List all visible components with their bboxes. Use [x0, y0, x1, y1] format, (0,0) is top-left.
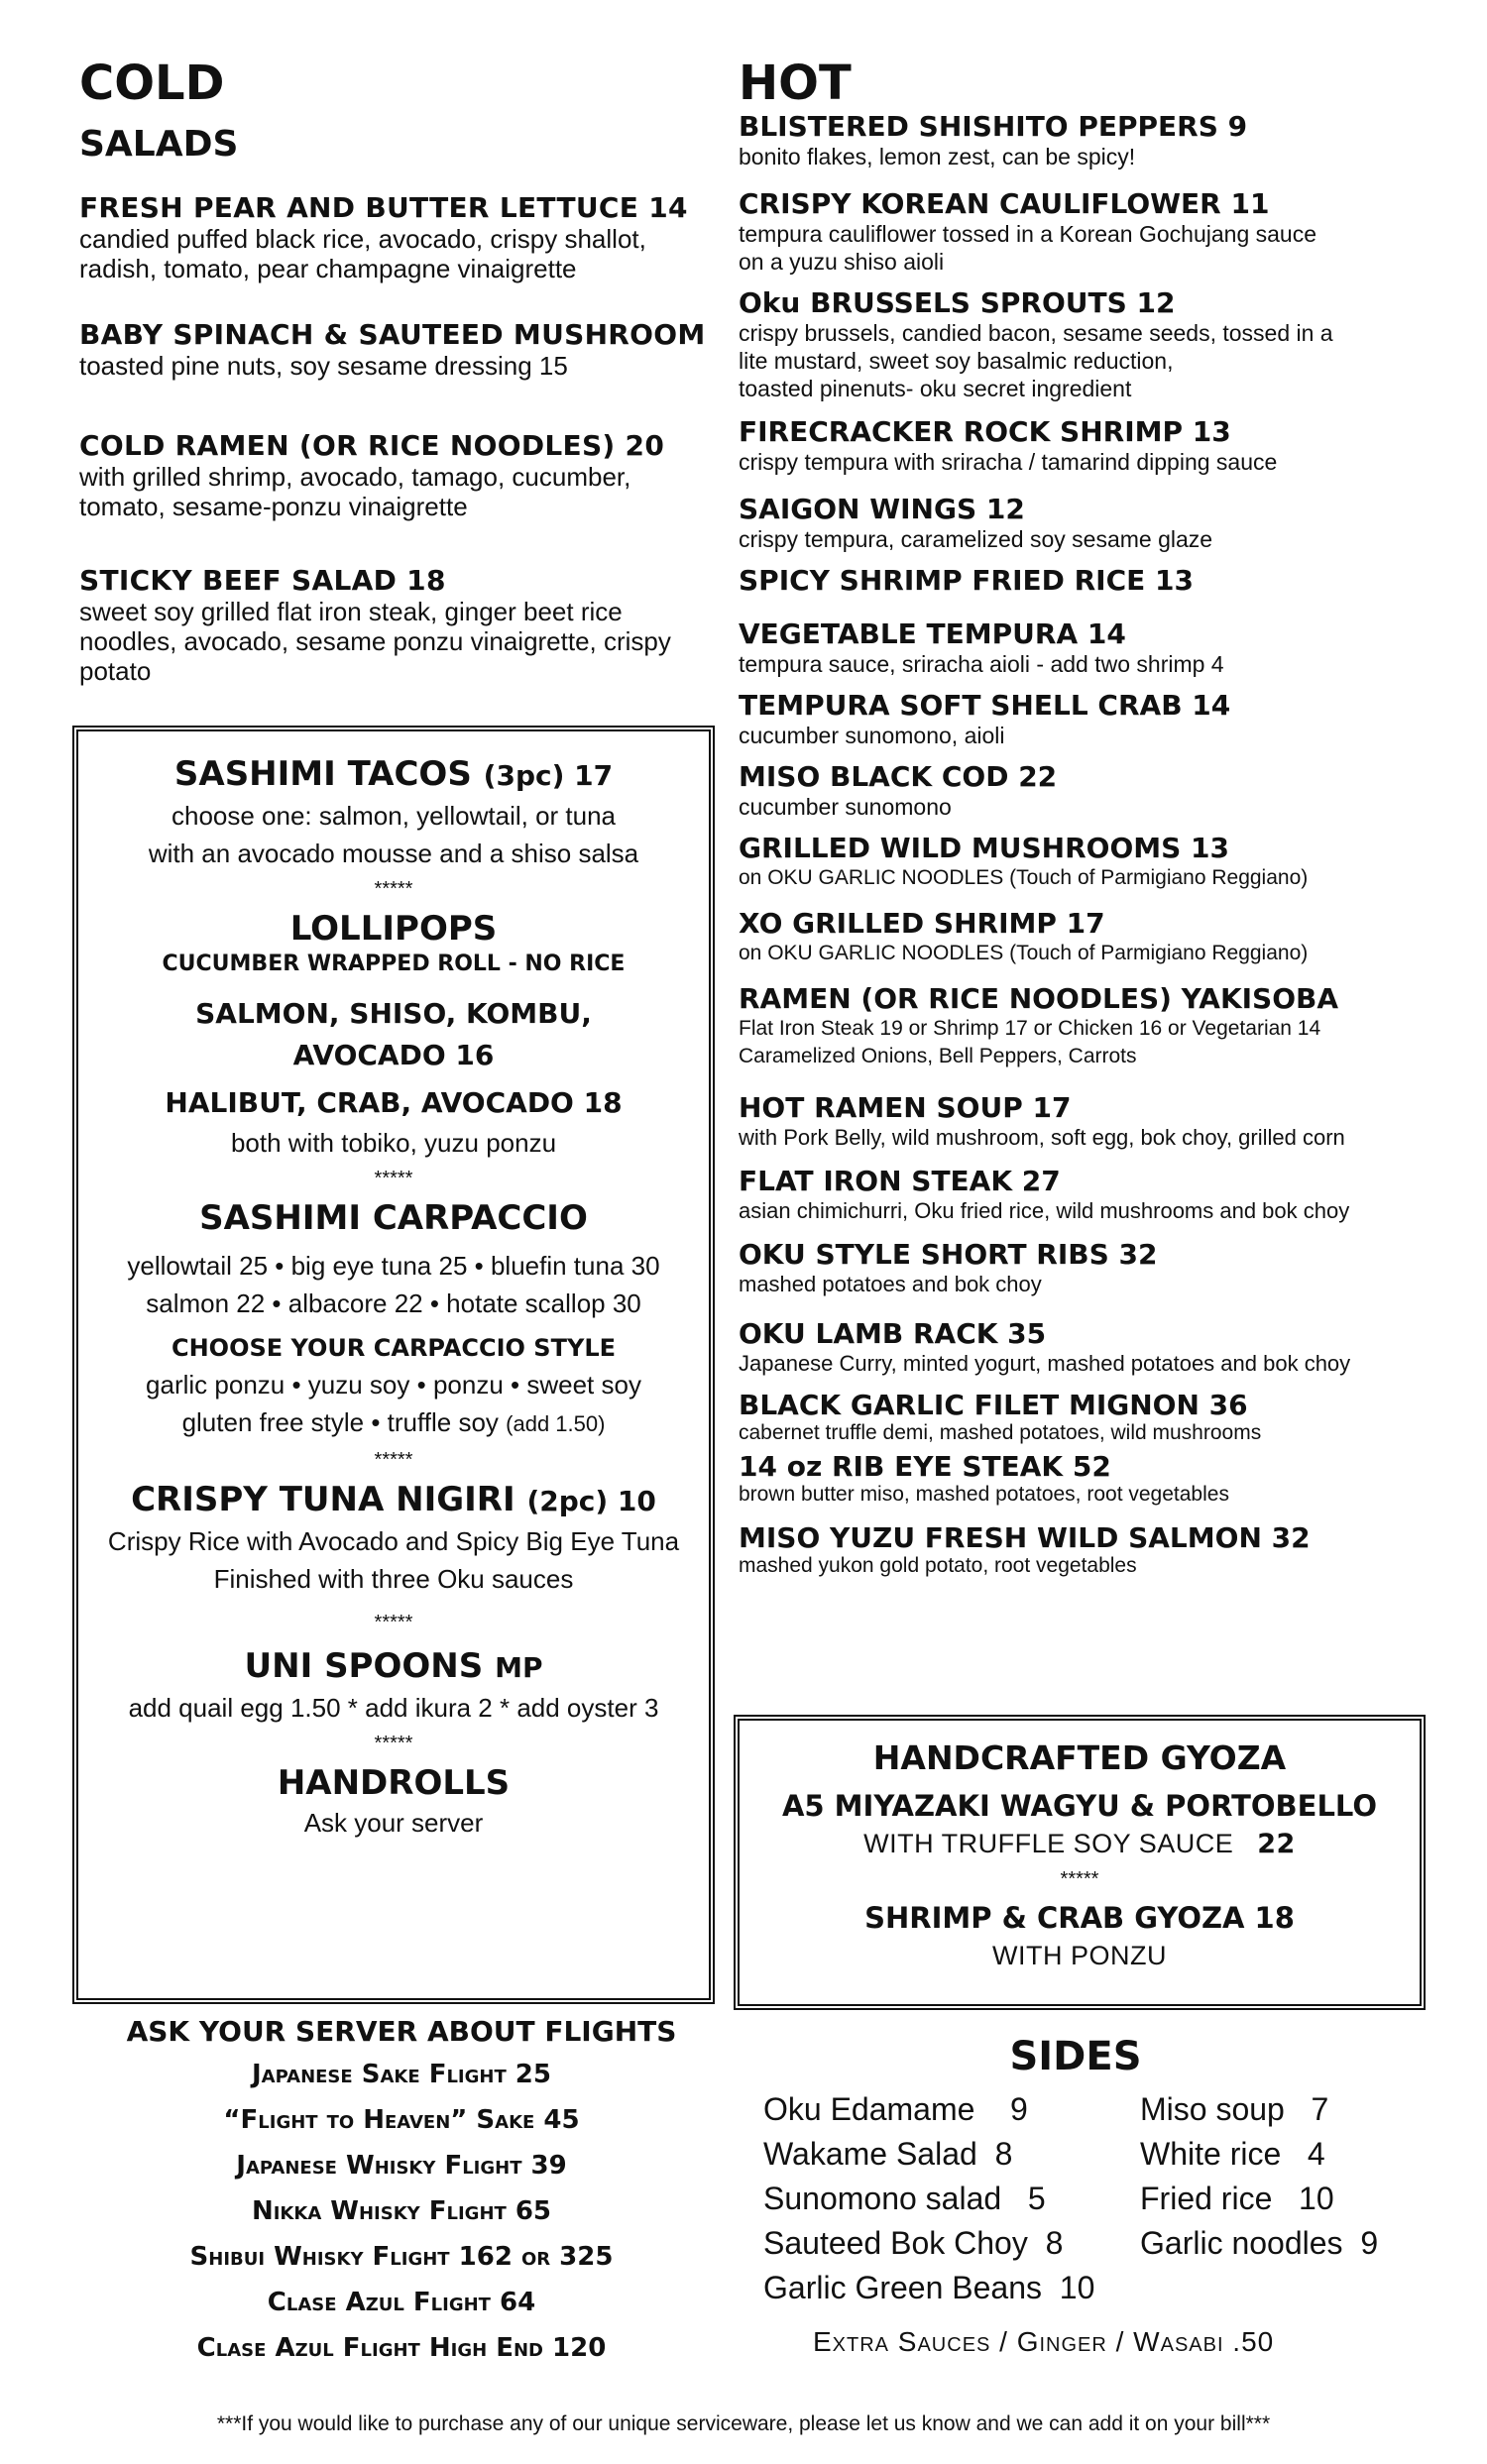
hot-item-desc: toasted pinenuts- oku secret ingredient	[739, 376, 1132, 401]
handrolls-title: HANDROLLS	[277, 1763, 511, 1803]
nigiri-title	[88, 1479, 699, 1522]
hot-item-desc: asian chimichurri, Oku fried rice, wild mushrooms and bok choy	[739, 1198, 1350, 1223]
carpaccio-style-title: CHOOSE YOUR CARPACCIO STYLE	[171, 1334, 617, 1362]
hot-item-desc: cucumber sunomono	[739, 794, 952, 820]
salad-item	[79, 565, 724, 686]
hot-item-desc: cucumber sunomono, aioli	[739, 723, 1005, 748]
salad-desc: tomato, sesame-ponzu vinaigrette	[79, 492, 468, 521]
hot-item	[739, 983, 1432, 1070]
hot-item-desc: Caramelized Onions, Bell Peppers, Carrots	[739, 1045, 1137, 1067]
uni-desc: add quail egg 1.50 * add ikura 2 * add oyster 3	[128, 1693, 659, 1723]
divider-stars: *****	[374, 1449, 413, 1471]
hot-item-title: FIRECRACKER ROCK SHRIMP 13	[739, 415, 1231, 448]
hot-item	[739, 618, 1432, 678]
hot-item-desc: cabernet truffle demi, mashed potatoes, wild mushrooms	[739, 1421, 1262, 1444]
flights-heading: ASK YOUR SERVER ABOUT FLIGHTS	[126, 2015, 677, 2048]
gyoza-item-name: A5 MIYAZAKI WAGYU & PORTOBELLO	[781, 1789, 1378, 1823]
flight-item: Nikka Whisky Flight 65	[251, 2196, 552, 2226]
nigiri-qty: (2pc) 10	[526, 1485, 656, 1517]
hot-item-desc: lite mustard, sweet soy basalmic reduction,	[739, 348, 1174, 374]
hot-item	[739, 287, 1432, 402]
flight-item: Japanese Whisky Flight 39	[236, 2151, 567, 2181]
side-item: White rice 4	[1140, 2136, 1325, 2172]
hot-item-title: MISO YUZU FRESH WILD SALMON 32	[739, 1521, 1311, 1554]
salads-heading: SALADS	[79, 124, 239, 165]
lollipop-item: AVOCADO 16	[292, 1039, 495, 1071]
footer-note: ***If you would like to purchase any of our unique serviceware, please let us know and we can add it on your bill***	[216, 2412, 1271, 2435]
carpaccio-fish: salmon 22 • albacore 22 • hotate scallop 30	[146, 1288, 641, 1318]
salad-desc: candied puffed black rice, avocado, crispy shallot,	[79, 224, 646, 254]
flight-item: Clase Azul Flight High End 120	[196, 2333, 607, 2363]
tacos-desc: choose one: salmon, yellowtail, or tuna	[171, 801, 617, 831]
salad-title: STICKY BEEF SALAD 18	[79, 564, 446, 597]
carpaccio-gf-add: (add 1.50)	[506, 1411, 606, 1436]
salad-desc: sweet soy grilled flat iron steak, ginger beet rice	[79, 597, 623, 626]
divider-stars: *****	[374, 878, 413, 900]
hot-item	[739, 1166, 1432, 1225]
gyoza-price: 22	[1257, 1829, 1296, 1859]
hot-item	[739, 565, 1432, 597]
hot-item-desc: with Pork Belly, wild mushroom, soft egg, bok choy, grilled corn	[739, 1125, 1345, 1150]
side-item: Wakame Salad 8	[763, 2136, 1013, 2172]
hot-item-desc: on OKU GARLIC NOODLES (Touch of Parmigiano Reggiano)	[739, 866, 1309, 889]
handrolls-desc: Ask your server	[303, 1808, 484, 1838]
sides-grid	[753, 2087, 1437, 2310]
hot-item-title: RAMEN (OR RICE NOODLES) YAKISOBA	[739, 982, 1339, 1015]
flight-item: Shibui Whisky Flight 162 or 325	[189, 2242, 614, 2272]
hot-item-title: FLAT IRON STEAK 27	[739, 1165, 1061, 1197]
hot-item	[739, 1239, 1432, 1298]
side-item: Oku Edamame 9	[763, 2091, 1028, 2127]
sides-column	[753, 2087, 1140, 2310]
gyoza-desc-text: WITH TRUFFLE SOY SAUCE	[863, 1829, 1234, 1858]
flights-section	[79, 2012, 724, 2371]
cold-section	[79, 56, 724, 722]
hot-item	[739, 1318, 1432, 1378]
hot-item-desc: crispy tempura with sriracha / tamarind dipping sauce	[739, 449, 1278, 475]
sides-column	[1140, 2087, 1437, 2310]
hot-item-desc: bonito flakes, lemon zest, can be spicy!	[739, 144, 1136, 169]
hot-item-title: SPICY SHRIMP FRIED RICE 13	[739, 564, 1194, 597]
salad-desc: with grilled shrimp, avocado, tamago, cucumber,	[79, 462, 631, 492]
divider-stars: *****	[1060, 1868, 1099, 1890]
salad-desc: radish, tomato, pear champagne vinaigrette	[79, 254, 577, 283]
hot-item	[739, 1451, 1432, 1507]
flight-item: “Flight to Heaven” Sake 45	[223, 2105, 580, 2135]
carpaccio-gf-label: gluten free style • truffle soy	[181, 1407, 499, 1437]
lollipop-item: SALMON, SHISO, KOMBU,	[195, 997, 592, 1030]
salad-title: BABY SPINACH & SAUTEED MUSHROOM	[79, 318, 706, 351]
hot-section	[739, 56, 1432, 1590]
hot-item-title: HOT RAMEN SOUP 17	[739, 1091, 1072, 1124]
hot-item-title: GRILLED WILD MUSHROOMS 13	[739, 832, 1230, 864]
lollipops-desc: both with tobiko, yuzu ponzu	[230, 1128, 557, 1158]
hot-item-desc: on OKU GARLIC NOODLES (Touch of Parmigiano Reggiano)	[739, 942, 1309, 964]
hot-item	[739, 761, 1432, 821]
hot-item	[739, 1522, 1432, 1578]
hot-item-title: XO GRILLED SHRIMP 17	[739, 907, 1105, 940]
nigiri-desc: Finished with three Oku sauces	[213, 1564, 574, 1594]
sides-section	[753, 2032, 1437, 2362]
hot-item-title: 14 oz RIB EYE STEAK 52	[739, 1450, 1111, 1483]
carpaccio-fish: yellowtail 25 • big eye tuna 25 • bluefin tuna 30	[127, 1251, 660, 1281]
side-item: Sauteed Bok Choy 8	[763, 2225, 1064, 2261]
salad-title: COLD RAMEN (OR RICE NOODLES) 20	[79, 429, 665, 462]
tacos-name: SASHIMI TACOS	[173, 754, 472, 794]
salad-item	[79, 430, 724, 521]
hot-item-desc: tempura cauliflower tossed in a Korean Gochujang sauce	[739, 221, 1317, 247]
nigiri-desc: Crispy Rice with Avocado and Spicy Big Eye Tuna	[107, 1526, 680, 1556]
tacos-desc: with an avocado mousse and a shiso salsa	[148, 839, 639, 868]
flight-item: Japanese Sake Flight 25	[252, 2060, 551, 2089]
lollipop-item: HALIBUT, CRAB, AVOCADO 18	[165, 1086, 623, 1119]
salad-desc: noodles, avocado, sesame ponzu vinaigrette, crispy	[79, 626, 671, 656]
hot-item-title: BLACK GARLIC FILET MIGNON 36	[739, 1389, 1248, 1421]
lollipops-subtitle: CUCUMBER WRAPPED ROLL - NO RICE	[162, 952, 626, 976]
side-item: Garlic Green Beans 10	[763, 2270, 1095, 2305]
side-item: Fried rice 10	[1140, 2181, 1334, 2216]
hot-item	[739, 1092, 1432, 1152]
carpaccio-title: SASHIMI CARPACCIO	[199, 1198, 588, 1238]
side-item: Sunomono salad 5	[763, 2181, 1046, 2216]
uni-price: MP	[495, 1651, 543, 1684]
hot-item-desc: Flat Iron Steak 19 or Shrimp 17 or Chicken 16 or Vegetarian 14	[739, 1017, 1321, 1040]
gyoza-item-desc	[740, 1826, 1420, 1862]
hot-item	[739, 111, 1432, 170]
hot-item	[739, 416, 1432, 476]
side-item: Garlic noodles 9	[1140, 2225, 1379, 2261]
uni-title	[88, 1645, 699, 1689]
salad-item	[79, 192, 724, 283]
hot-item-desc: brown butter miso, mashed potatoes, root vegetables	[739, 1483, 1229, 1506]
divider-stars: *****	[374, 1733, 413, 1754]
nigiri-name: CRISPY TUNA NIGIRI	[131, 1480, 515, 1519]
hot-item-title: OKU LAMB RACK 35	[739, 1317, 1047, 1350]
cold-heading: COLD	[79, 56, 225, 111]
hot-item-title: BLISTERED SHISHITO PEPPERS 9	[739, 110, 1248, 143]
hot-item	[739, 690, 1432, 749]
gyoza-item-name: SHRIMP & CRAB GYOZA 18	[864, 1901, 1295, 1935]
salad-desc: toasted pine nuts, soy sesame dressing 15	[79, 351, 568, 381]
sashimi-box	[72, 726, 715, 2004]
salad-desc: potato	[79, 656, 152, 686]
hot-item-desc: on a yuzu shiso aioli	[739, 249, 945, 275]
salad-item	[79, 319, 724, 381]
carpaccio-styles: garlic ponzu • yuzu soy • ponzu • sweet soy	[146, 1370, 641, 1400]
uni-name: UNI SPOONS	[244, 1646, 484, 1686]
hot-item-desc: Japanese Curry, minted yogurt, mashed potatoes and bok choy	[739, 1351, 1351, 1376]
lollipops-title: LOLLIPOPS	[289, 909, 498, 949]
hot-item-desc: mashed potatoes and bok choy	[739, 1272, 1042, 1296]
hot-heading: HOT	[739, 56, 852, 111]
divider-stars: *****	[374, 1168, 413, 1189]
hot-item-title: OKU STYLE SHORT RIBS 32	[739, 1238, 1158, 1271]
salad-title: FRESH PEAR AND BUTTER LETTUCE 14	[79, 191, 688, 224]
hot-item-title: TEMPURA SOFT SHELL CRAB 14	[739, 689, 1231, 722]
hot-item-title: Oku BRUSSELS SPROUTS 12	[739, 286, 1176, 319]
hot-item	[739, 1390, 1432, 1445]
gyoza-item-desc: WITH PONZU	[992, 1941, 1167, 1970]
flight-item: Clase Azul Flight 64	[267, 2288, 536, 2317]
hot-item-desc: crispy tempura, caramelized soy sesame glaze	[739, 526, 1213, 552]
tacos-qty: (3pc) 17	[483, 759, 614, 792]
hot-item-desc: crispy brussels, candied bacon, sesame seeds, tossed in a	[739, 320, 1333, 346]
divider-stars: *****	[374, 1612, 413, 1633]
hot-item-title: MISO BLACK COD 22	[739, 760, 1058, 793]
hot-item-desc: mashed yukon gold potato, root vegetables	[739, 1554, 1137, 1577]
sides-heading: SIDES	[1009, 2034, 1142, 2079]
hot-item	[739, 188, 1432, 276]
hot-item-desc: tempura sauce, sriracha aioli - add two shrimp 4	[739, 651, 1224, 677]
extras-line: Extra Sauces / Ginger / Wasabi .50	[813, 2326, 1275, 2357]
hot-item-title: VEGETABLE TEMPURA 14	[739, 617, 1126, 650]
gyoza-box	[734, 1715, 1426, 2010]
hot-item	[739, 908, 1432, 967]
hot-item	[739, 833, 1432, 892]
hot-item	[739, 494, 1432, 553]
hot-item-title: CRISPY KOREAN CAULIFLOWER 11	[739, 187, 1270, 220]
gyoza-heading: HANDCRAFTED GYOZA	[872, 1738, 1287, 1777]
sashimi-tacos-title	[88, 753, 699, 797]
side-item: Miso soup 7	[1140, 2091, 1329, 2127]
hot-item-title: SAIGON WINGS 12	[739, 493, 1025, 525]
carpaccio-gf	[88, 1403, 699, 1443]
